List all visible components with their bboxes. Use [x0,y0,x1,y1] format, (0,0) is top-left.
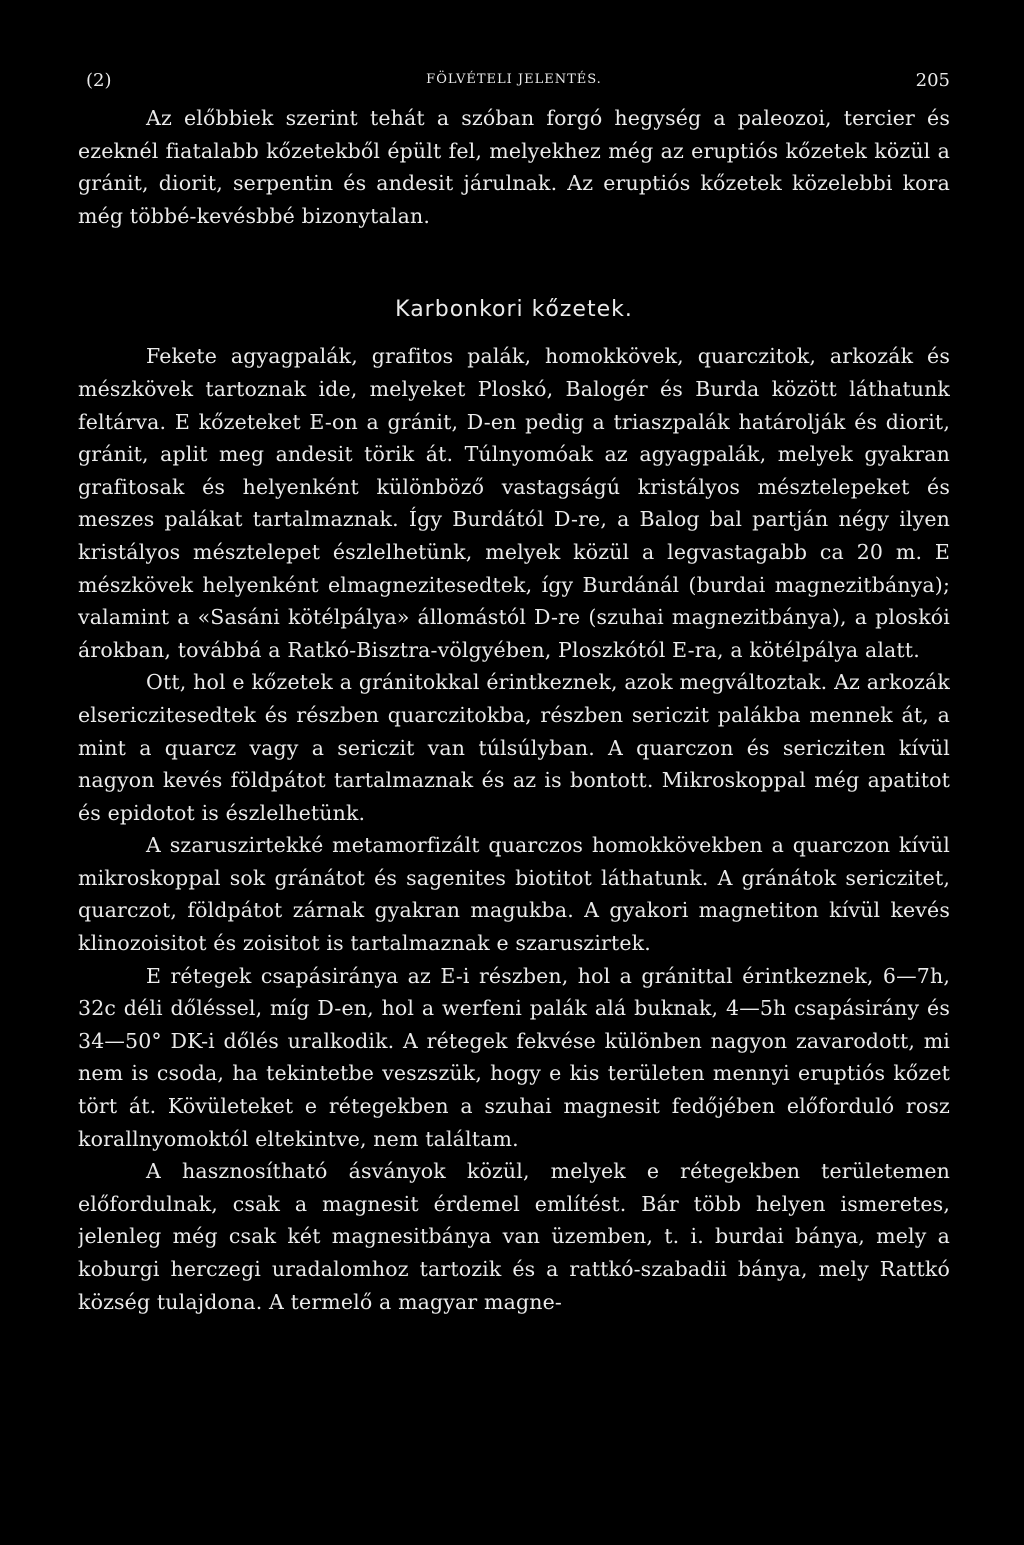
paragraph-strike: E rétegek csapásiránya az E-i részben, hol a gránittal érintkeznek, 6—7h, 32c déli dőléssel, míg D-en, hol a werfeni palák alá buknak, 4—5h csapásirány és 34—50° DK-i dőlés uralkodik. A rétegek fekvése különben nagyon zavarodott, mi nem is csoda, ha tekintetbe veszszük, hogy e kis területen mennyi eruptiós kőzet tört át. Kövületeket e rétegekben a szuhai magnesit fedőjében előforduló rosz korallnyomoktól eltekintve, nem találtam. [78,963,950,1151]
header-title: FÖLVÉTELI JELENTÉS. [426,72,602,87]
paragraph-minerals: A hasznosítható ásványok közül, melyek e rétegekben területemen előfordulnak, csak a magnesit érdemel említést. Bár több helyen ismeretes, jelenleg még csak két magnesitbánya van üzemben, t. i. burdai bánya, mely a koburgi herczegi uradalomhoz tartozik és a rattkó-szabadii bánya, mely Rattkó község tulajdona. A termelő a magyar magne- [78,1159,950,1314]
paragraph-intro: Az előbbiek szerint tehát a szóban forgó hegység a paleozoi, tercier és ezeknél fiatalabb kőzetekből épült fel, melyekhez még az eruptiós kőzetek közül a gránit, diorit, serpentin és andesit járulnak. Az eruptiós kőzetek közelebbi kora még többé-kevésbbé bizonytalan. [78,106,950,228]
paragraph-rocks: Fekete agyagpalák, grafitos palák, homokkövek, quarczitok, arkozák és mészkövek tartoznak ide, melyeket Ploskó, Balogér és Burda között láthatunk feltárva. E kőzeteket E-on a gránit, D-en pedig a triaszpalák határolják és diorit, gránit, aplit meg andesit törik át. Túlnyomóak az agyagpalák, melyek gyakran grafitosak és helyenként különböző vastagságú kristályos mésztelepeket és meszes palákat tartalmaznak. Így Burdától D-re, a Balog bal partján négy ilyen kristályos mésztelepet észlelhetünk, melyek közül a legvastagabb ca 20 m. E mészkövek helyenként elmagnezitesedtek, így Burdánál (burdai magnezitbánya); valamint a «Sasáni kötélpálya» állomástól D-re (szuhai magnezitbánya), a ploskói árokban, továbbá a Ratkó-Bisztra-völgyében, Ploszkótól E-ra, a kötélpálya alatt. [78,344,950,662]
document-page [78,58,950,1518]
body-text [78,102,950,1318]
header-section-number: (2) [86,70,112,91]
paragraph-contact: Ott, hol e kőzetek a gránitokkal érintkeznek, azok megváltoztak. Az arkozák elsericzitesedtek és részben quarczitokba, részben sericzit palákba mennek át, a mint a quarcz vagy a sericzit van túlsúlyban. A quarczon és sericziten kívül nagyon kevés földpátot tartalmaznak és az is bontott. Mikroskoppal még apatitot és epidotot is észlelhetünk. [78,670,950,825]
paragraph-hornfels: A szaruszirtekké metamorfizált quarczos homokkövekben a quarczon kívül mikroskoppal sok gránátot és sagenites biotitot láthatunk. A gránátok sericzitet, quarczot, földpátot zárnak gyakran magukba. A gyakori magnetiton kívül kevés klinozoisitot és zoisitot is tartalmaznak e szaruszirtek. [78,833,950,956]
page-number: 205 [915,70,950,91]
section-heading: Karbonkori kőzetek. [395,297,633,323]
running-header [78,58,950,102]
